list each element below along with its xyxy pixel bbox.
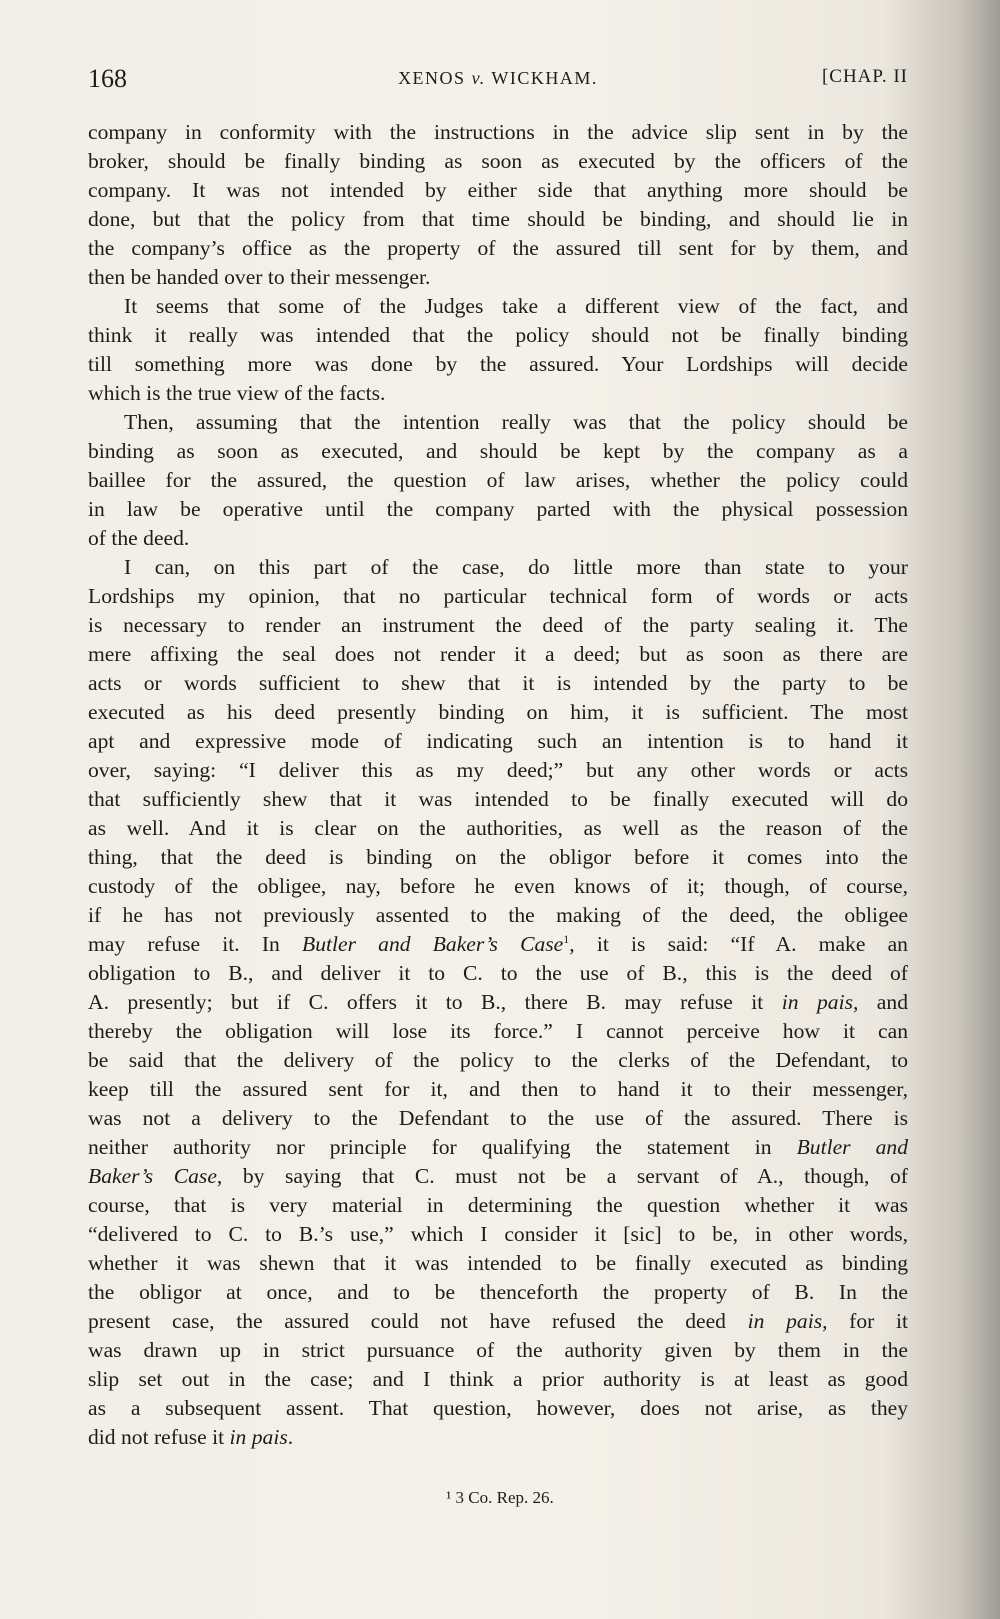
line-text-before: A. presently; but if C. offers it to B., there B. may refuse it bbox=[88, 990, 782, 1014]
line-text: was not a delivery to the Defendant to the use of the assured. There is bbox=[88, 1106, 908, 1130]
line-text: course, that is very material in determining the question whether it was bbox=[88, 1193, 908, 1217]
text-line bbox=[88, 524, 908, 553]
italic-citation: Butler and Baker’s Case bbox=[302, 932, 564, 956]
line-text: if he has not previously assented to the making of the deed, the obligee bbox=[88, 903, 908, 927]
line-text: the company’s office as the property of the assured till sent for by them, and bbox=[88, 236, 908, 260]
line-text: broker, should be finally binding as soon as executed by the officers of the bbox=[88, 149, 908, 173]
text-line bbox=[88, 118, 908, 147]
text-line bbox=[88, 1191, 908, 1220]
line-text: thing, that the deed is binding on the obligor before it comes into the bbox=[88, 845, 908, 869]
body-text bbox=[88, 118, 908, 1452]
line-text: the obligor at once, and to be thenceforth the property of B. In the bbox=[88, 1280, 908, 1304]
page-header bbox=[88, 60, 908, 100]
text-line bbox=[88, 263, 908, 292]
line-text: company in conformity with the instructions in the advice slip sent in by the bbox=[88, 120, 908, 144]
line-text-before: present case, the assured could not have refused the deed bbox=[88, 1309, 748, 1333]
italic-citation: Baker’s Case bbox=[88, 1164, 217, 1188]
text-line bbox=[88, 495, 908, 524]
line-text: in law be operative until the company parted with the physical possession bbox=[88, 497, 908, 521]
line-text: whether it was shewn that it was intended to be finally executed as binding bbox=[88, 1251, 908, 1275]
text-line bbox=[88, 292, 908, 321]
line-text: Then, assuming that the intention really was that the policy should be bbox=[124, 410, 908, 434]
italic-citation: in pais bbox=[781, 990, 853, 1014]
text-line bbox=[88, 1220, 908, 1249]
text-line bbox=[88, 959, 908, 988]
text-line bbox=[88, 234, 908, 263]
text-line bbox=[88, 350, 908, 379]
chapter-label: [CHAP. II bbox=[821, 66, 908, 87]
line-text: was drawn up in strict pursuance of the authority given by them in the bbox=[88, 1338, 908, 1362]
text-line bbox=[88, 1046, 908, 1075]
line-text: I can, on this part of the case, do little more than state to your bbox=[124, 555, 908, 579]
text-line bbox=[88, 756, 908, 785]
text-line bbox=[88, 1307, 908, 1336]
text-line bbox=[88, 176, 908, 205]
line-text: apt and expressive mode of indicating such an intention is to hand it bbox=[88, 729, 908, 753]
running-title bbox=[88, 68, 908, 89]
line-text-after: , by saying that C. must not be a servant of A., though, of bbox=[216, 1164, 908, 1188]
text-line bbox=[88, 582, 908, 611]
text-line bbox=[88, 1278, 908, 1307]
text-line bbox=[88, 698, 908, 727]
italic-citation: Butler and bbox=[796, 1135, 908, 1159]
line-text: executed as his deed presently binding on him, it is sufficient. The most bbox=[88, 700, 908, 724]
line-text: as a subsequent assent. That question, however, does not arise, as they bbox=[88, 1396, 908, 1420]
line-text: mere affixing the seal does not render it a deed; but as soon as there are bbox=[88, 642, 908, 666]
text-line bbox=[88, 147, 908, 176]
line-text: acts or words sufficient to shew that it is intended by the party to be bbox=[88, 671, 908, 695]
text-line bbox=[88, 814, 908, 843]
line-text: company. It was not intended by either side that anything more should be bbox=[88, 178, 908, 202]
text-line bbox=[88, 1017, 908, 1046]
line-text: is necessary to render an instrument the deed of the party sealing it. The bbox=[88, 613, 908, 637]
text-line bbox=[88, 843, 908, 872]
text-line bbox=[88, 408, 908, 437]
line-text: custody of the obligee, nay, before he even knows of it; though, of course, bbox=[88, 874, 908, 898]
text-line bbox=[88, 321, 908, 350]
italic-citation: in pais bbox=[747, 1309, 823, 1333]
line-text-before: may refuse it. In bbox=[88, 932, 303, 956]
text-line bbox=[88, 930, 908, 959]
text-line bbox=[88, 1104, 908, 1133]
text-line bbox=[88, 1249, 908, 1278]
line-text: thereby the obligation will lose its force.” I cannot perceive how it can bbox=[88, 1019, 908, 1043]
text-line bbox=[88, 669, 908, 698]
text-line bbox=[88, 640, 908, 669]
text-line bbox=[88, 611, 908, 640]
text-line bbox=[88, 437, 908, 466]
line-text: slip set out in the case; and I think a prior authority is at least as good bbox=[88, 1367, 908, 1391]
text-line bbox=[88, 1162, 908, 1191]
line-text: obligation to B., and deliver it to C. to the use of B., this is the deed of bbox=[88, 961, 908, 985]
line-text: till something more was done by the assured. Your Lordships will decide bbox=[88, 352, 908, 376]
running-title-suffix: WICKHAM. bbox=[491, 68, 598, 88]
italic-citation: in pais bbox=[229, 1425, 288, 1449]
line-text: of the deed. bbox=[88, 526, 190, 550]
line-text: keep till the assured sent for it, and then to hand it to their messenger, bbox=[88, 1077, 908, 1101]
line-text: which is the true view of the facts. bbox=[88, 381, 386, 405]
text-line bbox=[88, 205, 908, 234]
line-text: done, but that the policy from that time should be binding, and should lie in bbox=[88, 207, 908, 231]
line-text: over, saying: “I deliver this as my deed;” but any other words or acts bbox=[88, 758, 908, 782]
text-line bbox=[88, 1365, 908, 1394]
text-line bbox=[88, 1075, 908, 1104]
text-line bbox=[88, 988, 908, 1017]
line-text-before: neither authority nor principle for qualifying the statement in bbox=[88, 1135, 797, 1159]
running-title-prefix: XENOS bbox=[398, 68, 466, 88]
line-text: be said that the delivery of the policy to the clerks of the Defendant, to bbox=[88, 1048, 908, 1072]
text-line bbox=[88, 785, 908, 814]
text-line bbox=[88, 1336, 908, 1365]
line-text: baillee for the assured, the question of law arises, whether the policy could bbox=[88, 468, 908, 492]
line-text-after: , for it bbox=[822, 1309, 908, 1333]
running-title-v: v. bbox=[471, 68, 486, 88]
line-text: then be handed over to their messenger. bbox=[88, 265, 431, 289]
text-line bbox=[88, 1133, 908, 1162]
text-line bbox=[88, 872, 908, 901]
page-number: 168 bbox=[88, 64, 127, 93]
line-text: Lordships my opinion, that no particular technical form of words or acts bbox=[88, 584, 908, 608]
text-line bbox=[88, 1394, 908, 1423]
text-line bbox=[88, 727, 908, 756]
line-text-after: , and bbox=[852, 990, 908, 1014]
text-line bbox=[88, 379, 908, 408]
text-line bbox=[88, 553, 908, 582]
line-text-before: did not refuse it bbox=[88, 1425, 230, 1449]
line-text: binding as soon as executed, and should be kept by the company as a bbox=[88, 439, 908, 463]
line-text: think it really was intended that the policy should not be finally binding bbox=[88, 323, 908, 347]
text-line bbox=[88, 466, 908, 495]
footnote: ¹ 3 Co. Rep. 26. bbox=[446, 1488, 554, 1507]
line-text-after: , it is said: “If A. make an bbox=[569, 932, 908, 956]
text-line bbox=[88, 1423, 908, 1452]
line-text: as well. And it is clear on the authorities, as well as the reason of the bbox=[88, 816, 908, 840]
footnote-marker: 1 bbox=[563, 931, 570, 946]
text-line bbox=[88, 901, 908, 930]
line-text: that sufficiently shew that it was intended to be finally executed will do bbox=[88, 787, 908, 811]
line-text: It seems that some of the Judges take a different view of the fact, and bbox=[124, 294, 908, 318]
line-text-after: . bbox=[287, 1425, 294, 1449]
line-text: “delivered to C. to B.’s use,” which I consider it [sic] to be, in other words, bbox=[88, 1222, 908, 1246]
